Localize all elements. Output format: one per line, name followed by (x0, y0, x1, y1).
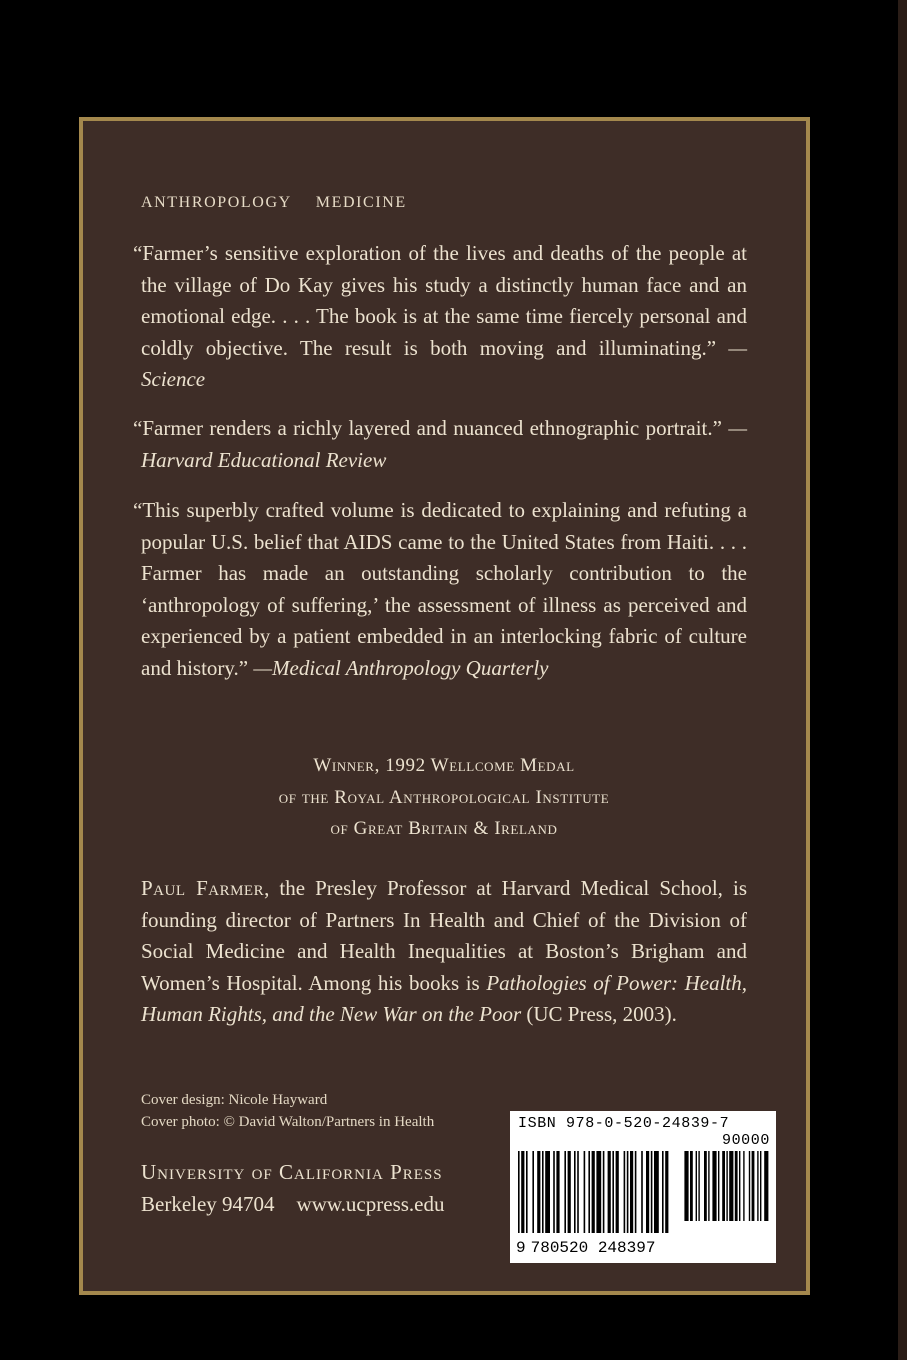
category-label: ANTHROPOLOGY (141, 194, 292, 211)
barcode-bars (518, 1151, 770, 1241)
barcode-digits (516, 1239, 655, 1257)
quote-source: —Medical Anthropology Quarterly (253, 655, 549, 680)
review-quote (133, 495, 747, 684)
quote-text: “Farmer’s sensitive exploration of the lives and deaths of the people at the village of Do Kay gives his study a distinctly human face and an emotional edge. . . . The book is at the same time fiercely personal and coldly objective. The result is both moving and illuminating.” (133, 241, 747, 360)
barcode-digit-groups: 780520 248397 (530, 1239, 656, 1257)
bio-text: , the Presley Professor at Harvard Medical School, is founding director of Partners In Health and Chief of the Division of Social Medicine and Health Inequalities at Boston’s Brigham and Women’s Hospital. Among his books is (141, 876, 747, 995)
award-line: Winner, 1992 Wellcome Medal (313, 755, 575, 776)
photo-credit: Cover photo: © David Walton/Partners in Health (141, 1114, 435, 1130)
book-title: Pathologies of Power: Health, Human Rights, and the New War on the Poor (141, 970, 747, 1026)
quote-text: “This superbly crafted volume is dedicated to explaining and refuting a popular U.S. belief that AIDS came to the United States from Haiti. . . . Farmer has made an outstanding scholarly contribution to the ‘anthropology of suffering,’ the assessment of illness as perceived and experienced by a patient embedded in an interlocking fabric of culture and history.” (133, 498, 747, 680)
price-code: 90000 (721, 1132, 770, 1149)
award-notice (141, 750, 747, 845)
design-credit: Cover design: Nicole Hayward (141, 1092, 328, 1108)
quote-text: “Farmer renders a richly layered and nuanced ethnographic portrait.” (133, 416, 722, 440)
quote-source: —Science (141, 335, 747, 391)
review-quote (133, 238, 747, 396)
publisher-imprint (141, 1156, 444, 1220)
publisher-address (141, 1188, 444, 1220)
review-quote (133, 413, 747, 476)
quote-source: —Harvard Educational Review (141, 416, 747, 472)
barcode-first-digit: 9 (516, 1239, 526, 1257)
subject-categories (141, 194, 407, 212)
author-name: Paul Farmer (141, 876, 265, 900)
spine-edge (898, 0, 907, 1360)
award-line: of the Royal Anthropological Institute (278, 786, 610, 808)
award-line: of Great Britain & Ireland (330, 818, 558, 839)
bio-tail: (UC Press, 2003). (521, 1002, 677, 1026)
publisher-name: University of California Press (141, 1160, 443, 1184)
category-label: MEDICINE (315, 194, 407, 211)
author-bio (141, 873, 747, 1031)
isbn-barcode (510, 1111, 776, 1263)
cover-credits (141, 1089, 434, 1133)
isbn-label: ISBN 978-0-520-24839-7 (518, 1115, 730, 1132)
publisher-city: Berkeley 94704 (141, 1192, 275, 1216)
publisher-url: www.ucpress.edu (296, 1192, 445, 1216)
